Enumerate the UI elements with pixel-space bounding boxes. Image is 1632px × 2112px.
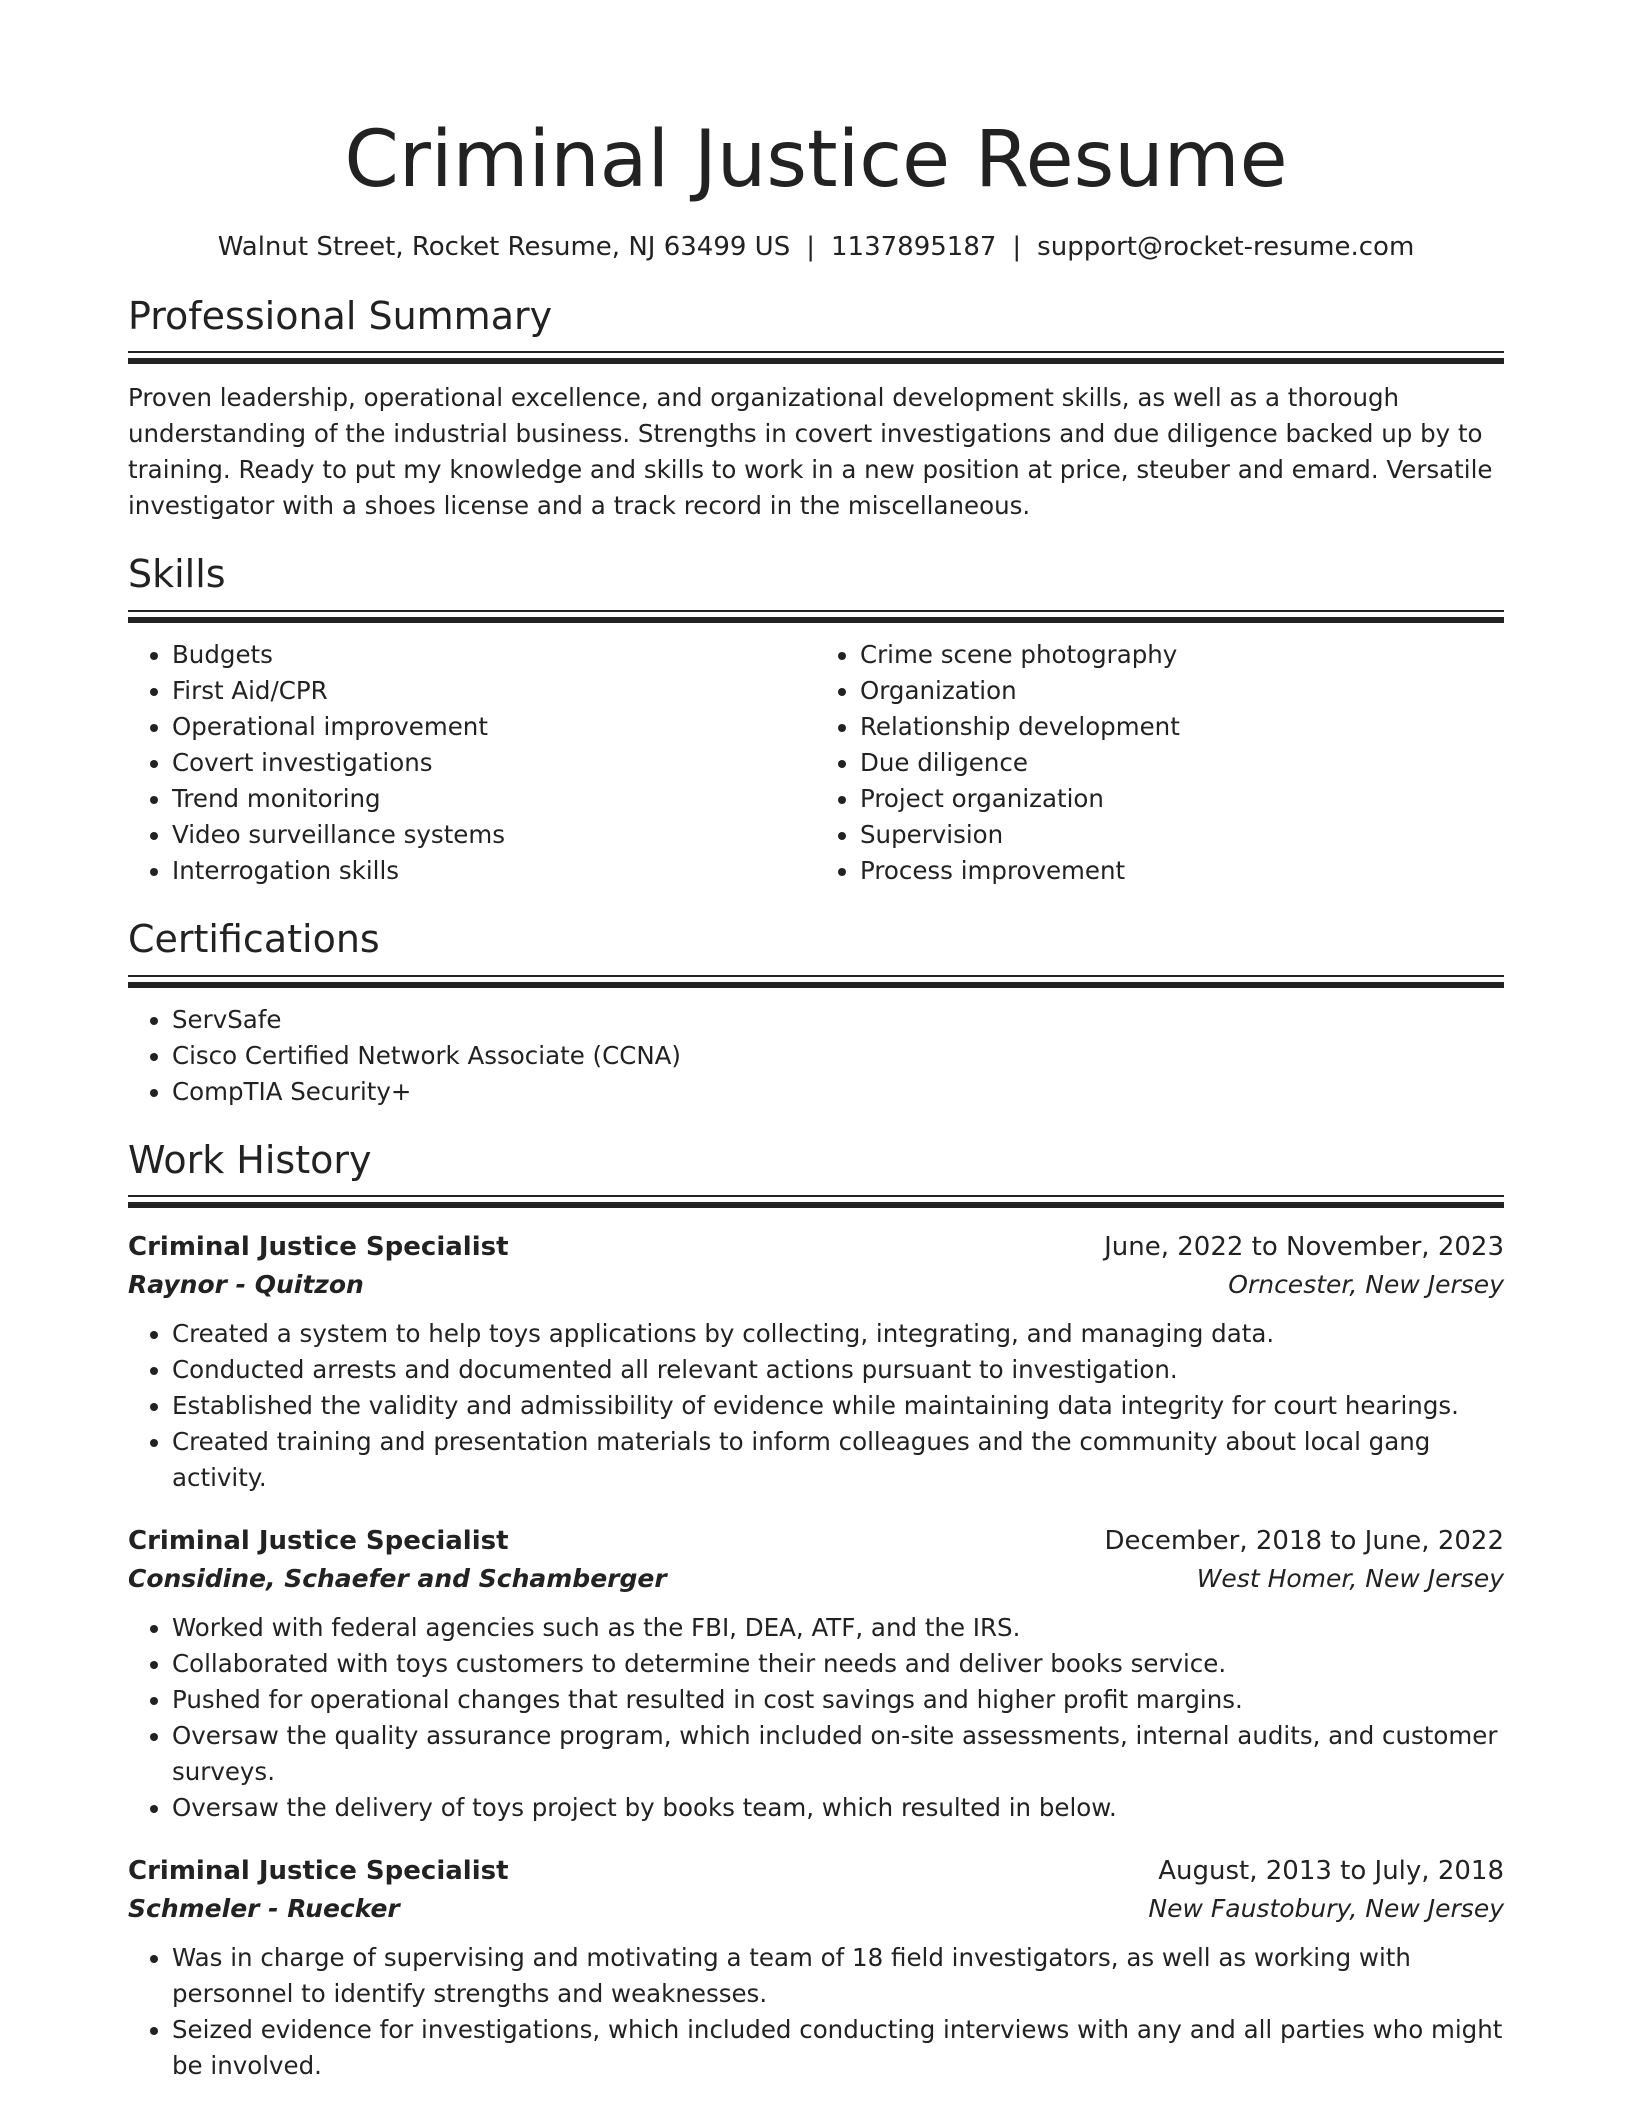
job-entry [128, 1228, 1504, 1496]
skills-columns [128, 637, 1504, 889]
certifications-section [128, 917, 1504, 1110]
job-bullet: • Oversaw the delivery of toys project by books team, which resulted in below. [172, 1790, 1504, 1826]
job-bullets [128, 1610, 1504, 1826]
contact-separator: | [1012, 231, 1022, 262]
section-divider [128, 975, 1504, 988]
skills-list-left [128, 637, 816, 889]
skills-column-right [816, 637, 1504, 889]
skills-column-left [128, 637, 816, 889]
job-title: Criminal Justice Specialist [128, 1232, 509, 1263]
skill-item: • Process improvement [860, 853, 1504, 889]
job-subheader [128, 1560, 1504, 1598]
job-dates: June, 2022 to November, 2023 [1104, 1232, 1504, 1263]
skills-section [128, 552, 1504, 889]
job-bullet: • Created a system to help toys applications by collecting, integrating, and managing data. [172, 1316, 1504, 1352]
skill-item: • Operational improvement [172, 709, 816, 745]
work-history-section [128, 1138, 1504, 2085]
certification-item: • ServSafe [172, 1002, 1504, 1038]
certifications-list [128, 1002, 1504, 1110]
contact-phone: 1137895187 [830, 231, 997, 262]
job-header [128, 1522, 1504, 1560]
job-entry [128, 1522, 1504, 1826]
job-company: Considine, Schaefer and Schamberger [128, 1564, 667, 1594]
job-bullet: • Established the validity and admissibility of evidence while maintaining data integrity for court hearings. [172, 1388, 1504, 1424]
job-bullet: • Pushed for operational changes that resulted in cost savings and higher profit margins. [172, 1682, 1504, 1718]
skill-item: • Relationship development [860, 709, 1504, 745]
skill-item: • First Aid/CPR [172, 673, 816, 709]
resume-page [128, 0, 1504, 2084]
job-location: West Homer, New Jersey [1196, 1564, 1504, 1594]
skill-item: • Covert investigations [172, 745, 816, 781]
job-header [128, 1228, 1504, 1266]
section-title-work-history: Work History [128, 1137, 372, 1182]
skill-item: • Crime scene photography [860, 637, 1504, 673]
job-entry [128, 1852, 1504, 2084]
contact-address: Walnut Street, Rocket Resume, NJ 63499 US [217, 231, 791, 262]
section-divider [128, 610, 1504, 623]
job-bullet: • Collaborated with toys customers to determine their needs and deliver books service. [172, 1646, 1504, 1682]
contact-line [128, 232, 1504, 262]
skill-item: • Due diligence [860, 745, 1504, 781]
job-company: Raynor - Quitzon [128, 1270, 364, 1300]
skill-item: • Interrogation skills [172, 853, 816, 889]
job-dates: December, 2018 to June, 2022 [1104, 1526, 1504, 1557]
job-header [128, 1852, 1504, 1890]
job-bullet: • Was in charge of supervising and motivating a team of 18 field investigators, as well as working with personnel to identify strengths and weaknesses. [172, 1940, 1504, 2012]
skill-item: • Supervision [860, 817, 1504, 853]
contact-email[interactable]: support@rocket-resume.com [1037, 231, 1415, 262]
job-bullets [128, 1940, 1504, 2084]
skill-item: • Organization [860, 673, 1504, 709]
skill-item: • Project organization [860, 781, 1504, 817]
skill-item: • Trend monitoring [172, 781, 816, 817]
job-location: New Faustobury, New Jersey [1148, 1894, 1504, 1924]
job-bullets [128, 1316, 1504, 1496]
certification-item: • CompTIA Security+ [172, 1074, 1504, 1110]
section-divider [128, 351, 1504, 364]
job-bullet: • Created training and presentation materials to inform colleagues and the community about local gang activity. [172, 1424, 1504, 1496]
job-subheader [128, 1266, 1504, 1304]
job-bullet: • Seized evidence for investigations, which included conducting interviews with any and all parties who might be involved. [172, 2012, 1504, 2084]
job-company: Schmeler - Ruecker [128, 1894, 400, 1924]
section-title-certifications: Certifications [128, 916, 380, 961]
job-dates: August, 2013 to July, 2018 [1158, 1856, 1504, 1887]
job-location: Orncester, New Jersey [1228, 1270, 1504, 1300]
skills-list-right [816, 637, 1504, 889]
summary-text: Proven leadership, operational excellence, and organizational development skills, as well as a thorough understanding of the industrial business. Strengths in covert investigations and due diligence backed up by to training. Ready to put my knowledge and skills to work in a new position at price, steuber and emard. Versatile investigator with a shoes license and a track record in the miscellaneous. [128, 383, 1493, 521]
job-bullet: • Worked with federal agencies such as the FBI, DEA, ATF, and the IRS. [172, 1610, 1504, 1646]
job-title: Criminal Justice Specialist [128, 1526, 509, 1557]
job-bullet: • Oversaw the quality assurance program, which included on-site assessments, internal audits, and customer surveys. [172, 1718, 1504, 1790]
section-title-summary: Professional Summary [128, 293, 553, 338]
job-bullet: • Conducted arrests and documented all relevant actions pursuant to investigation. [172, 1352, 1504, 1388]
job-subheader [128, 1890, 1504, 1928]
contact-separator: | [806, 231, 815, 262]
section-divider [128, 1195, 1504, 1208]
skill-item: • Video surveillance systems [172, 817, 816, 853]
certification-item: • Cisco Certified Network Associate (CCNA) [172, 1038, 1504, 1074]
skill-item: • Budgets [172, 637, 816, 673]
resume-title: Criminal Justice Resume [344, 115, 1288, 205]
section-title-skills: Skills [128, 552, 226, 597]
summary-section [128, 294, 1504, 525]
job-title: Criminal Justice Specialist [128, 1856, 509, 1887]
